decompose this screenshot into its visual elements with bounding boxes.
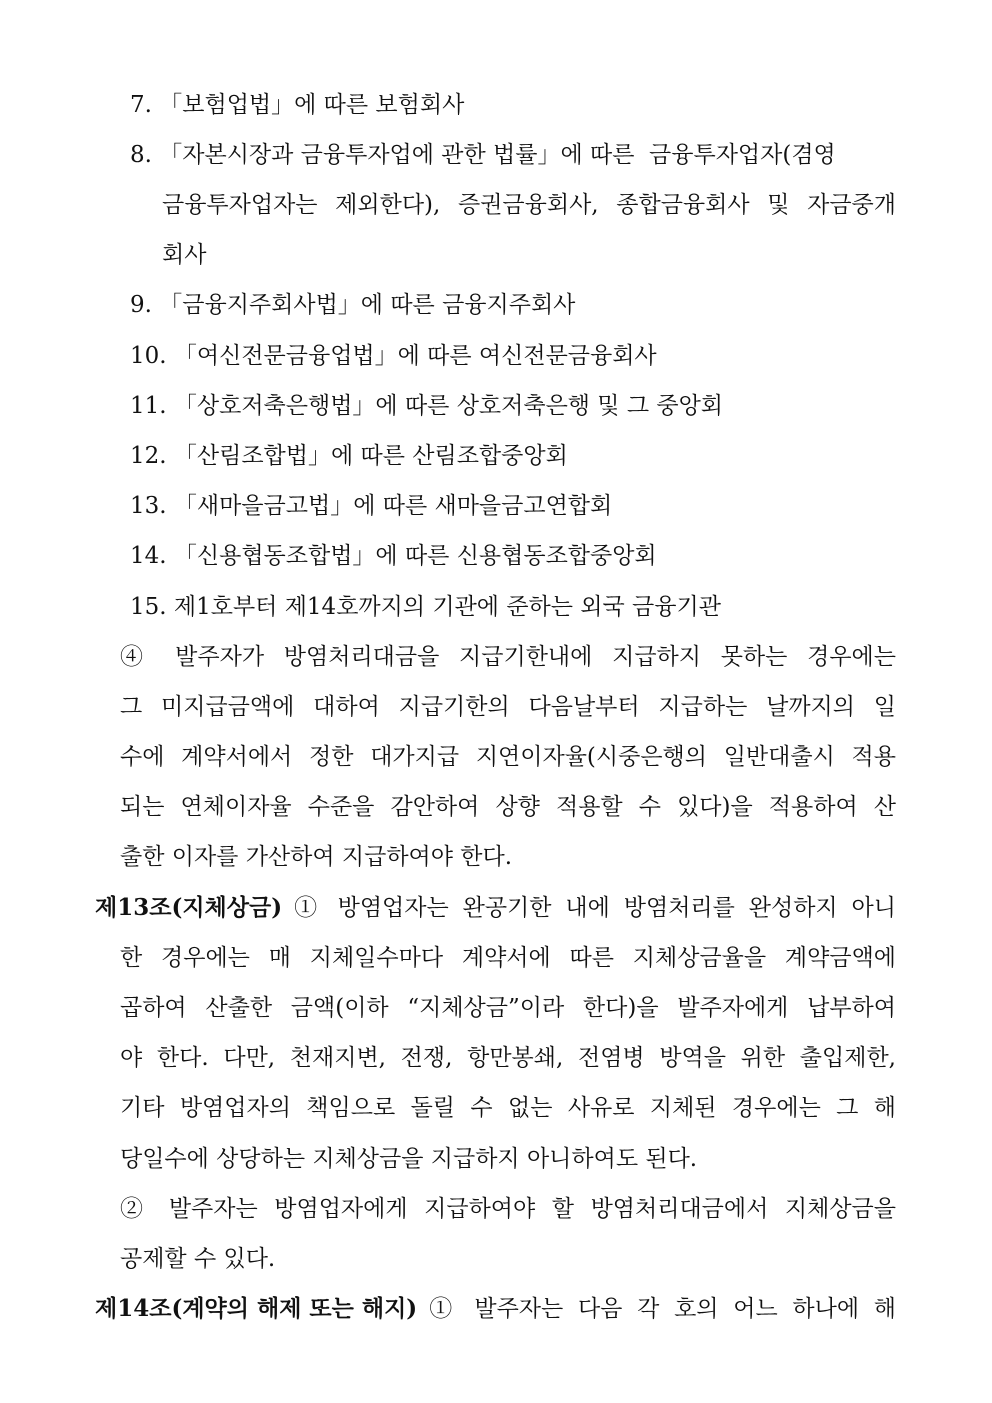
item-text: 「자본시장과 금융투자업에 관한 법률」에 따른 금융투자업자(겸영 [159, 142, 836, 168]
article-14-heading: 제14조(계약의 해제 또는 해지) [95, 1295, 418, 1322]
list-item-11 [130, 391, 723, 421]
article-14-first-text: ① 발주자는 다음 각 호의 어느 하나에 해 [429, 1296, 896, 1322]
article-13-para2-line-2: 공제할 수 있다. [120, 1246, 276, 1272]
item-number: 13. [130, 493, 167, 519]
article-14-first-line [95, 1294, 896, 1324]
item-text: 제1호부터 제14호까지의 기관에 준하는 외국 금융기관 [173, 594, 721, 620]
item-number: 8. [130, 142, 152, 168]
para4-line-5: 출한 이자를 가산하여 지급하여야 한다. [120, 844, 513, 870]
item-number: 12. [130, 443, 167, 469]
item-text: 「신용협동조합법」에 따른 신용협동조합중앙회 [173, 543, 657, 569]
item-number: 15. [130, 594, 167, 620]
article-13-para2-line-1: ② 발주자는 방염업자에게 지급하여야 할 방염처리대금에서 지체상금을 [120, 1196, 896, 1222]
para4-line-1: ④ 발주자가 방염처리대금을 지급기한내에 지급하지 못하는 경우에는 [120, 644, 896, 670]
article-13-line-5: 기타 방염업자의 책임으로 돌릴 수 없는 사유로 지체된 경우에는 그 해 [120, 1095, 896, 1121]
item-text: 「새마을금고법」에 따른 새마을금고연합회 [173, 493, 613, 519]
list-item-15 [130, 592, 721, 622]
para4-line-3: 수에 계약서에서 정한 대가지급 지연이자율(시중은행의 일반대출시 적용 [120, 744, 896, 770]
list-item-9 [130, 290, 575, 320]
item-number: 9. [130, 292, 152, 318]
item-number: 10. [130, 343, 167, 369]
article-13-line-4: 야 한다. 다만, 천재지변, 전쟁, 항만봉쇄, 전염병 방역을 위한 출입제한, [120, 1045, 896, 1071]
list-item-12 [130, 441, 568, 471]
list-item-13 [130, 491, 612, 521]
item-text: 「산림조합법」에 따른 산림조합중앙회 [173, 443, 568, 469]
item-number: 7. [130, 92, 152, 118]
article-13-line-6: 당일수에 상당하는 지체상금을 지급하지 아니하여도 된다. [120, 1146, 698, 1172]
para4-line-2: 그 미지급금액에 대하여 지급기한의 다음날부터 지급하는 날까지의 일 [120, 694, 896, 720]
list-item-8-cont-2: 회사 [162, 242, 207, 268]
item-number: 11. [130, 393, 167, 419]
para4-line-4: 되는 연체이자율 수준을 감안하여 상향 적용할 수 있다)을 적용하여 산 [120, 794, 896, 820]
article-13-first-text: ① 방염업자는 완공기한 내에 방염처리를 완성하지 아니 [294, 895, 896, 921]
item-text: 「보험업법」에 따른 보험회사 [159, 92, 465, 118]
list-item-14 [130, 541, 657, 571]
list-item-10 [130, 341, 657, 371]
article-13-first-line [95, 893, 896, 923]
list-item-7 [130, 90, 464, 120]
item-number: 14. [130, 543, 167, 569]
list-item-8 [130, 140, 836, 170]
article-13-line-3: 곱하여 산출한 금액(이하 “지체상금”이라 한다)을 발주자에게 납부하여 [120, 995, 896, 1021]
item-text: 「금융지주회사법」에 따른 금융지주회사 [159, 292, 576, 318]
article-13-line-2: 한 경우에는 매 지체일수마다 계약서에 따른 지체상금율을 계약금액에 [120, 945, 896, 971]
article-13-heading: 제13조(지체상금) [95, 894, 283, 921]
list-item-8-cont-1: 금융투자업자는 제외한다), 증권금융회사, 종합금융회사 및 자금중개 [162, 192, 896, 218]
item-text: 「여신전문금융업법」에 따른 여신전문금융회사 [173, 343, 657, 369]
item-text: 「상호저축은행법」에 따른 상호저축은행 및 그 중앙회 [173, 393, 724, 419]
